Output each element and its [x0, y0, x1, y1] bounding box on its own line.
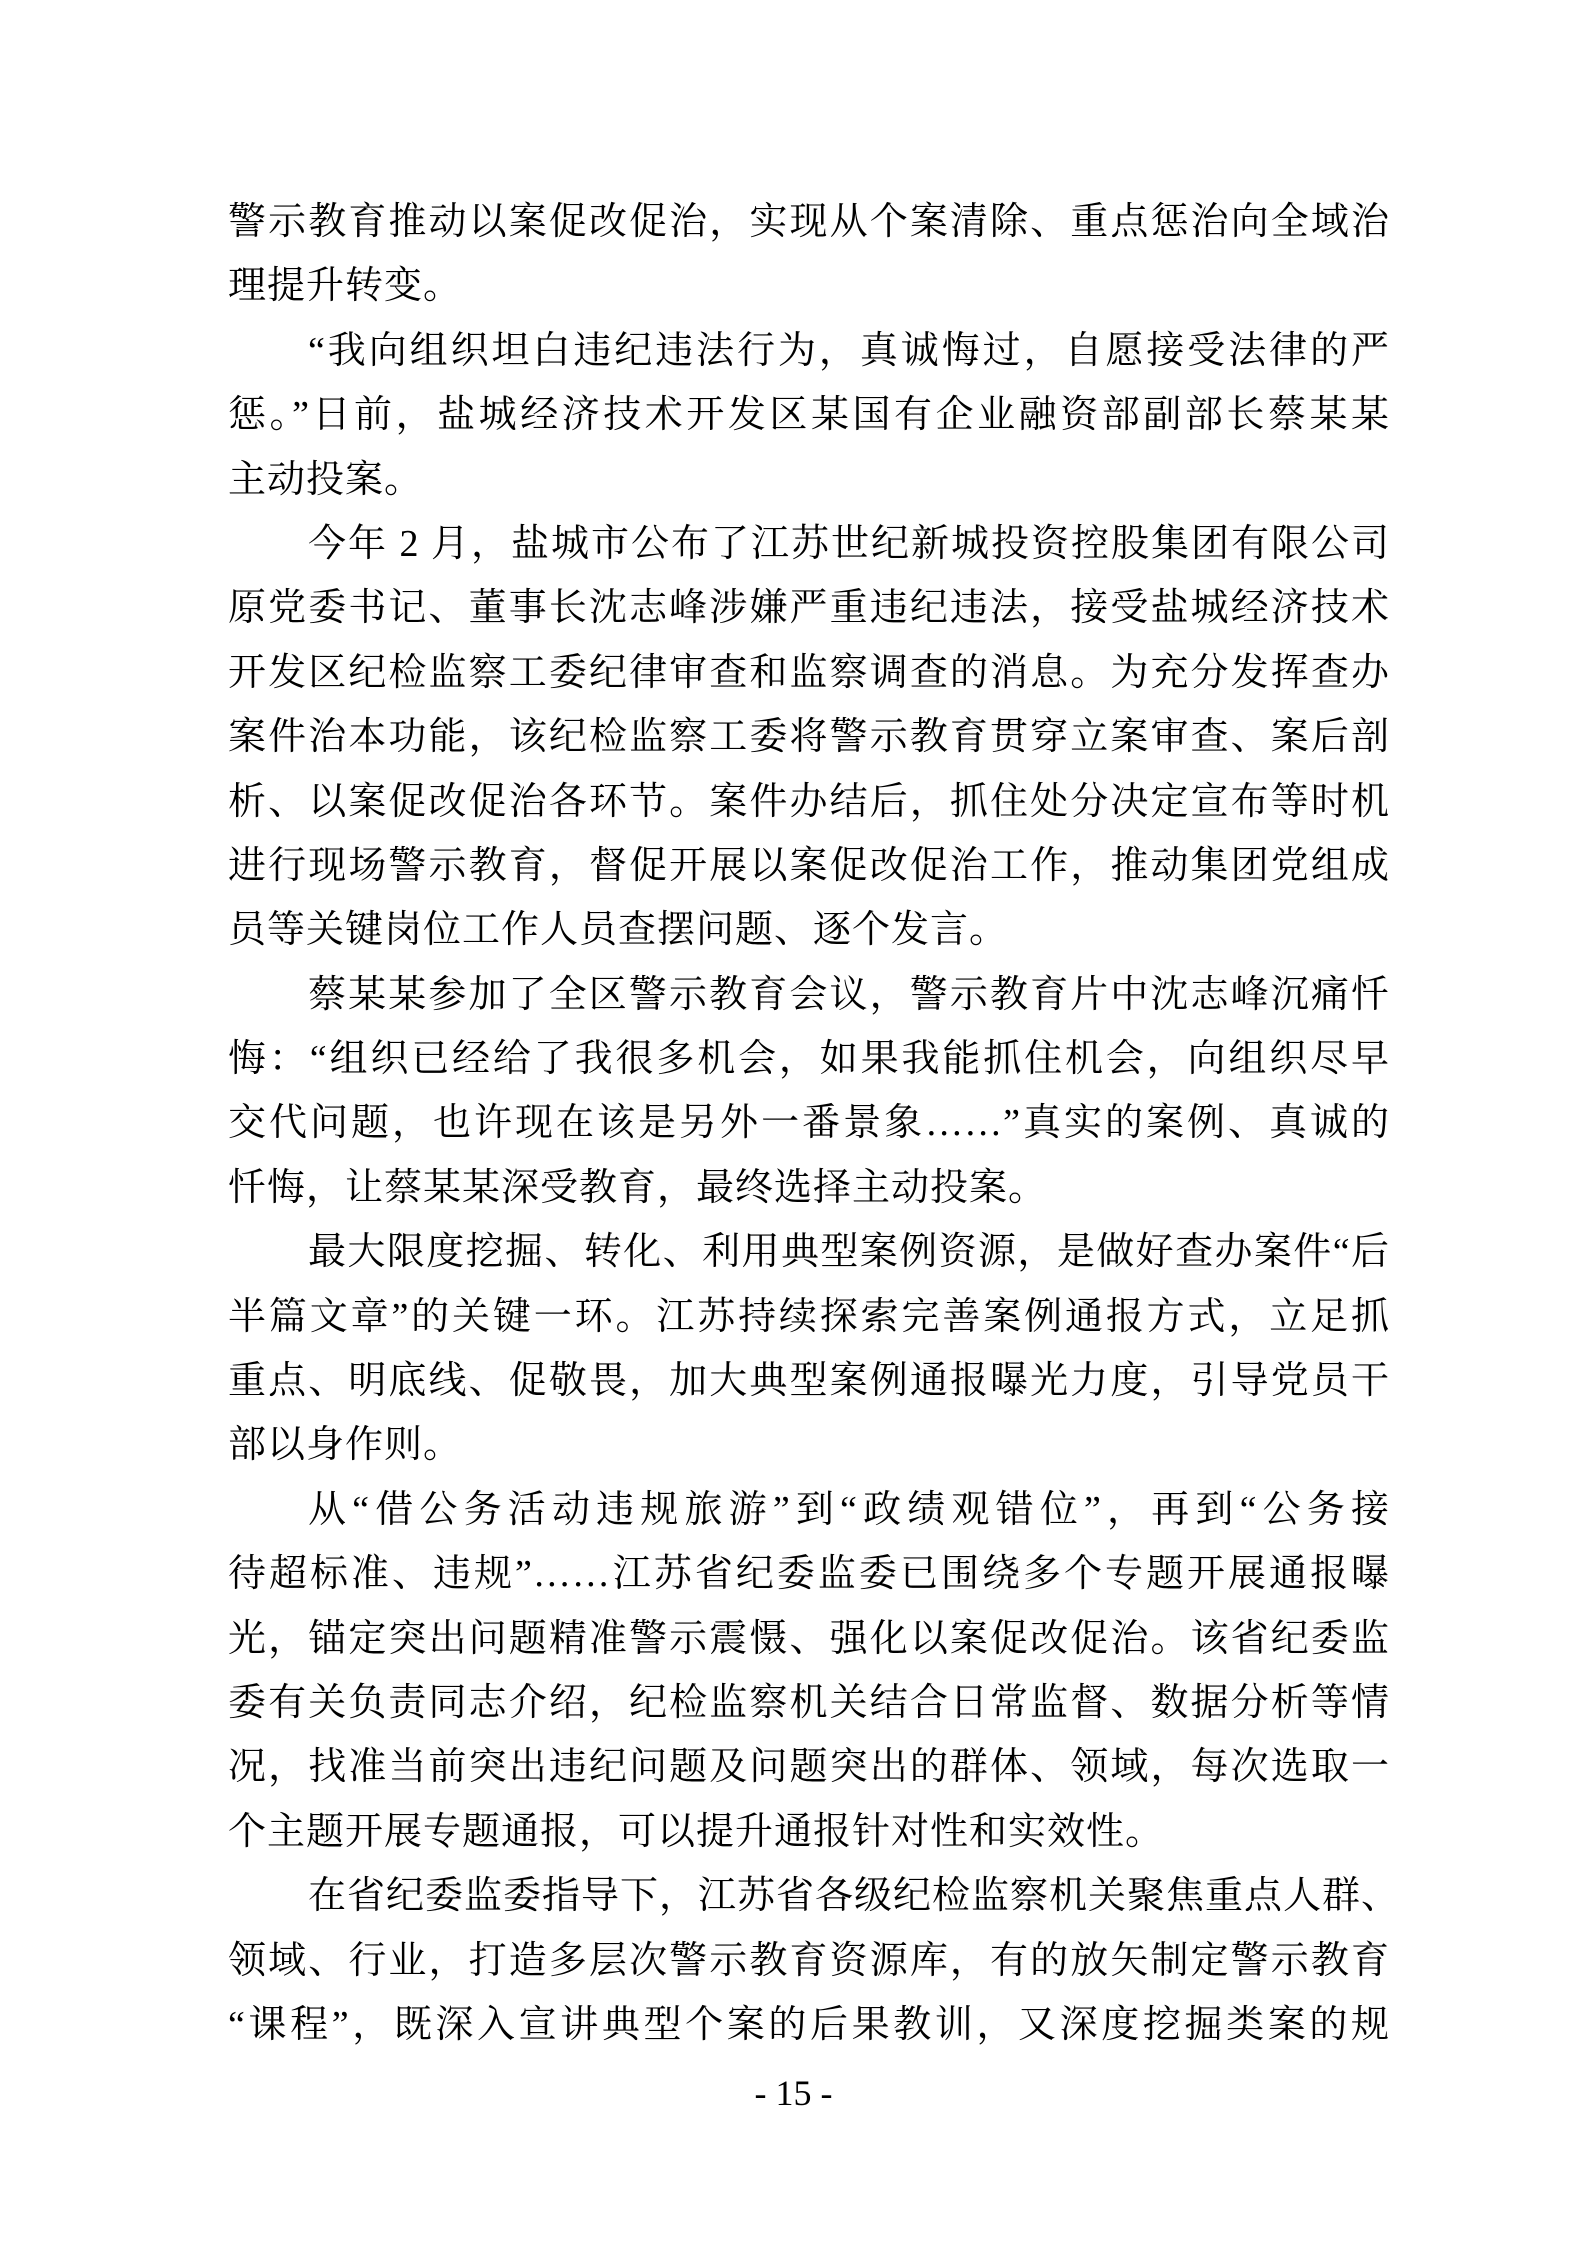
text-line: 待超标准、违规”……江苏省纪委监委已围绕多个专题开展通报曝 [228, 1553, 1390, 1596]
document-text [228, 190, 1401, 2057]
text-line: 主动投案。 [228, 458, 424, 501]
text-line: 理提升转变。 [228, 265, 463, 308]
text-line: 领域、行业，打造多层次警示教育资源库，有的放矢制定警示教育 [228, 1939, 1390, 1982]
text-line: 半篇文章”的关键一环。江苏持续探索完善案例通报方式，立足抓 [228, 1295, 1390, 1338]
text-line: 蔡某某参加了全区警示教育会议，警示教育片中沈志峰沉痛忏 [308, 973, 1390, 1016]
text-line: 开发区纪检监察工委纪律审查和监察调查的消息。为充分发挥查办 [228, 651, 1390, 694]
text-line: 警示教育推动以案促改促治，实现从个案清除、重点惩治向全域治 [228, 201, 1390, 243]
text-line: 最大限度挖掘、转化、利用典型案例资源，是做好查办案件“后 [308, 1231, 1390, 1274]
text-line: 案件治本功能，该纪检监察工委将警示教育贯穿立案审查、案后剖 [228, 716, 1390, 759]
text-line: 析、以案促改促治各环节。案件办结后，抓住处分决定宣布等时机 [228, 780, 1390, 823]
text-line: 交代问题，也许现在该是另外一番景象……”真实的案例、真诚的 [228, 1102, 1390, 1145]
text-line: 今年 2 月，盐城市公布了江苏世纪新城投资控股集团有限公司 [308, 522, 1390, 565]
text-line: 在省纪委监委指导下，江苏省各级纪检监察机关聚焦重点人群、 [308, 1875, 1401, 1918]
text-line: 委有关负责同志介绍，纪检监察机关结合日常监督、数据分析等情 [228, 1681, 1390, 1724]
text-line: 忏悔，让蔡某某深受教育，最终选择主动投案。 [228, 1166, 1048, 1209]
text-line: 进行现场警示教育，督促开展以案促改促治工作，推动集团党组成 [228, 844, 1390, 887]
text-line: 从“借公务活动违规旅游”到“政绩观错位”，再到“公务接 [308, 1488, 1390, 1531]
text-line: 悔：“组织已经给了我很多机会，如果我能抓住机会，向组织尽早 [228, 1038, 1390, 1081]
text-line: 原党委书记、董事长沈志峰涉嫌严重违纪违法，接受盐城经济技术 [228, 587, 1390, 630]
text-line: 员等关键岗位工作人员查摆问题、逐个发言。 [228, 909, 1009, 952]
page-number: - 15 - [754, 2073, 833, 2113]
text-line: 光，锚定突出问题精准警示震慑、强化以案促改促治。该省纪委监 [228, 1617, 1390, 1660]
text-line: 个主题开展专题通报，可以提升通报针对性和实效性。 [228, 1810, 1165, 1853]
text-line: “我向组织坦白违纪违法行为，真诚悔过，自愿接受法律的严 [308, 329, 1390, 372]
text-line: 部以身作则。 [228, 1424, 463, 1467]
text-line: 惩。”日前，盐城经济技术开发区某国有企业融资部副部长蔡某某 [228, 394, 1390, 437]
text-line: 重点、明底线、促敬畏，加大典型案例通报曝光力度，引导党员干 [228, 1360, 1390, 1403]
text-line: “课程”，既深入宣讲典型个案的后果教训，又深度挖掘类案的规 [228, 2003, 1390, 2046]
text-line: 况，找准当前突出违纪问题及问题突出的群体、领域，每次选取一 [228, 1746, 1390, 1789]
